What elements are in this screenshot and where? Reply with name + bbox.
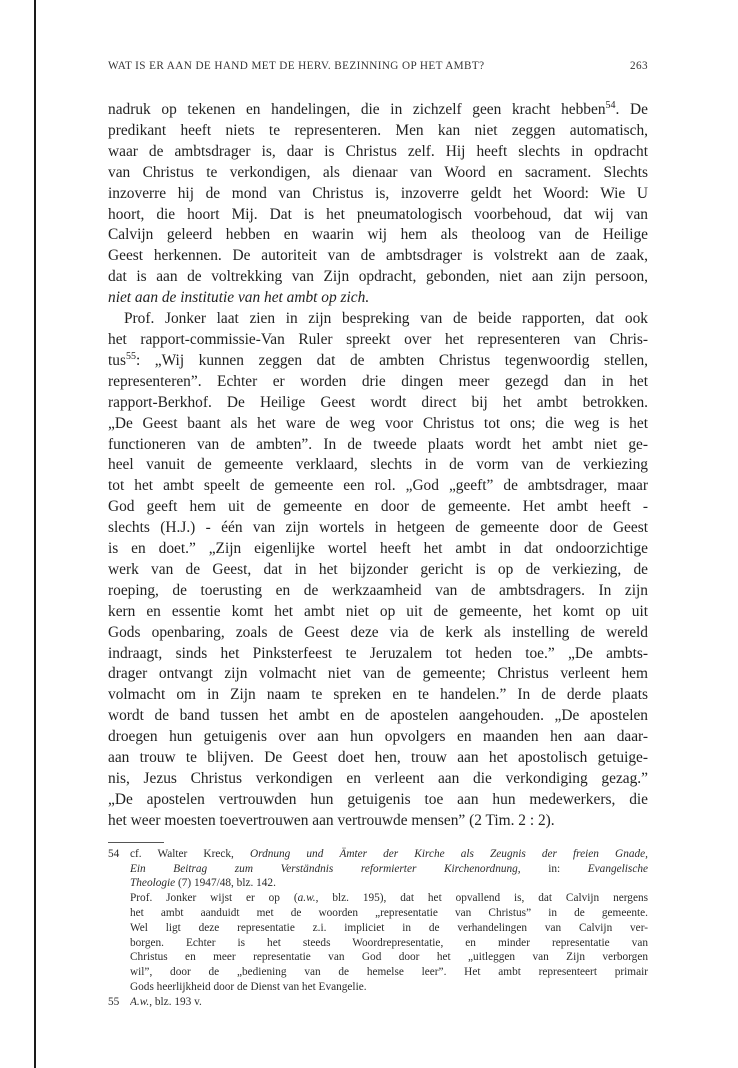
footnote-line: wil”, door de „bediening van de hemelse leer”. Het ambt representeert primair: [130, 966, 648, 979]
text-line: nis, Jezus Christus verkondigen en verleent aan die verkondiging gezag.”: [108, 770, 648, 787]
footnote-ref-55[interactable]: 55: [125, 350, 136, 362]
scan-edge-border: [34, 0, 36, 1068]
text-line: van Christus te verkondigen, als dienaar van Woord en sacrament. Slechts: [108, 163, 648, 181]
footnote-line: A.w., blz. 193 v.: [130, 995, 202, 1008]
footnote-body: [130, 995, 648, 1010]
footnote-line: borgen. Echter is het steeds Woordrepresentatie, en minder representatie van: [130, 936, 648, 949]
text-line: tus$^{55}$: „Wij kunnen zeggen dat de ambten Christus tegenwoordig stellen,: [108, 350, 648, 369]
text-line: heel vanuit de gemeente verklaard, slechts in de vorm van de verkiezing: [108, 456, 648, 474]
text-line: Prof. Jonker laat zien in zijn bespreking van de beide rapporten, dat ook: [124, 310, 648, 328]
footnote-54: [108, 847, 648, 995]
footnote-line: Ein Beitrag zum Verständnis reformierter Kirchenordnung, in: Evangelische: [130, 862, 648, 875]
footnote-ref-54[interactable]: 54: [605, 100, 616, 111]
paragraph-1: [108, 100, 648, 309]
text-line: roeping, de toerusting en de werkzaamheid van de ambtsdragers. In zijn: [108, 581, 648, 599]
footnote-body: [130, 847, 648, 995]
text-line: is en doet.” „Zijn eigenlijke wortel heeft het ambt in dat ondoorzichtige: [108, 540, 648, 558]
body-text: [108, 100, 648, 832]
footnote-line: Prof. Jonker wijst er op (a.w., blz. 195), dat het opvallend is, dat Calvijn nergens: [130, 892, 648, 905]
text-line: het weer moesten toevertrouwen aan vertrouwde mensen” (2 Tim. 2 : 2).: [108, 811, 555, 829]
footnote-line: Christus en meer representatie van God door het „uitleggen van Zijn verborgen: [130, 951, 648, 964]
text-line: „De apostelen vertrouwden hun getuigenis toe aan hun medewerkers, die: [108, 790, 648, 808]
page: [108, 60, 648, 1009]
text-line: kern en essentie komt het ambt niet op uit de gemeente, het komt op uit: [108, 602, 648, 620]
text-line: het rapport-commissie-Van Ruler spreekt over het representeren van Chris-: [108, 330, 648, 348]
footnote-55: [108, 995, 648, 1010]
text-line: Gods openbaring, zoals de Geest deze via de kerk als instelling de wereld: [108, 623, 648, 641]
footnote-line: Gods heerlijkheid door de Dienst van het Evangelie.: [130, 980, 367, 993]
page-number: 263: [630, 60, 648, 72]
text-line: aan trouw te blijven. De Geest doet hen, trouw aan het apostolisch getuige-: [108, 749, 648, 767]
text-line: predikant heeft niets te representeren. Men kan niet zeggen automatisch,: [108, 121, 648, 139]
text-line: hoort, die hoort Mij. Dat is het pneumatologisch voorbehoud, dat wij van: [108, 205, 648, 223]
running-head-title: WAT IS ER AAN DE HAND MET DE HERV. BEZINNING OP HET AMBT?: [108, 60, 485, 72]
text-line: werk van de Geest, dat in het bijzonder gericht is op de verkiezing, de: [108, 560, 648, 578]
footnote-line: het ambt aanduidt met de woorden „representatie van Christus” in de gemeente.: [130, 906, 648, 919]
footnote-rule: [108, 842, 164, 843]
text-line: slechts (H.J.) - één van zijn wortels in hetgeen de gemeente door de Geest: [108, 519, 648, 537]
text-line: volmacht om in Zijn naam te spreken en te handelen.” In de derde plaats: [108, 686, 648, 704]
running-head: [108, 60, 648, 78]
footnote-line: Theologie (7) 1947/48, blz. 142.: [130, 877, 276, 890]
text-line: inzoverre hij de mond van Christus is, inzoverre geldt het Woord: Wie U: [108, 184, 648, 202]
text-line: rapport-Berkhof. De Heilige Geest wordt direct bij het ambt betrokken.: [108, 393, 648, 411]
text-line: drager ontvangt zijn volmacht niet van de gemeente; Christus verleent hem: [108, 665, 648, 683]
paragraph-2: [108, 309, 648, 832]
text-line-italic: niet aan de institutie van het ambt op zich.: [108, 289, 370, 307]
text-line: tot het ambt speelt de gemeente een rol. „God „geeft” de ambtsdrager, maar: [108, 477, 648, 495]
text-line: functioneren van de ambten”. In de tweede plaats wordt het ambt niet ge-: [108, 435, 648, 453]
text-line: waar de ambtsdrager is, daar is Christus zelf. Hij heeft slechts in opdracht: [108, 142, 648, 160]
text-line: „De Geest baant als het ware de weg voor Christus tot ons; die weg is het: [108, 414, 648, 432]
footnote-number: 55: [108, 995, 120, 1008]
footnotes: [108, 847, 648, 1010]
text-line: wordt de band tussen het ambt en de apostelen aangehouden. „De apostelen: [108, 707, 648, 725]
text-line: dat is aan de voltrekking van Zijn opdracht, gebonden, niet aan zijn persoon,: [108, 268, 648, 286]
text-line: nadruk op tekenen en handelingen, die in zichzelf geen kracht hebben$^{54}$. De: [108, 100, 648, 118]
footnote-line: cf. Walter Kreck, Ordnung und Ämter der Kirche als Zeugnis der freien Gnade,: [130, 847, 648, 860]
text-line: God geeft hem uit de gemeente en door de gemeente. Het ambt heeft -: [108, 498, 648, 516]
text-line: Calvijn geleerd hebben en waarin wij hem als theoloog van de Heilige: [108, 226, 648, 244]
footnote-number: 54: [108, 847, 120, 860]
text-line: Geest herkennen. De autoriteit van de ambtsdrager is volstrekt aan de zaak,: [108, 247, 648, 265]
text-line: representeren”. Echter er worden drie dingen meer gezegd dan in het: [108, 372, 648, 390]
text-line: droegen hun getuigenis over aan hun opvolgers en maanden hen aan daar-: [108, 728, 648, 746]
text-line: indraagt, sinds het Pinksterfeest te Jeruzalem tot heden toe.” „De ambts-: [108, 644, 648, 662]
footnote-line: Wel ligt deze representatie z.i. impliciet in de verhandelingen van Calvijn ver-: [130, 921, 648, 934]
